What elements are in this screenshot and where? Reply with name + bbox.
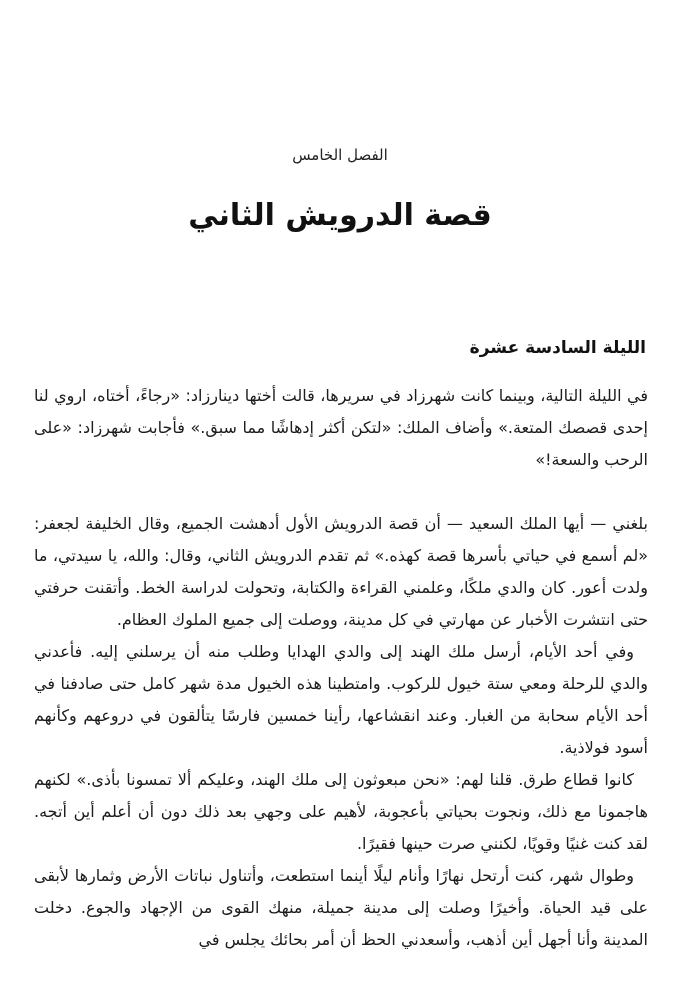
story-paragraph: كانوا قطاع طرق. قلنا لهم: «نحن مبعوثون إلى ملك الهند، وعليكم ألا تمسونا بأذى.» لكنهم هاجمونا مع ذلك، ونجوت بحياتي بأعجوبة، لأهيم على وجهي بعد ذلك دون أن أعلم أين أتجه. لقد كنت غنيًا وقويًا، لكنني صرت حينها فقيرًا. <box>34 770 648 853</box>
night-heading: الليلة السادسة عشرة <box>469 338 646 358</box>
intro-paragraph: في الليلة التالية، وبينما كانت شهرزاد في سريرها، قالت أختها دينارزاد: «رجاءً، أختاه، اروي لنا إحدى قصصك المتعة.» وأضاف الملك: «لتكن أكثر إدهاشًا مما سبق.» فأجابت شهرزاد: «على الرحب والسعة!» <box>34 386 648 469</box>
story-paragraph: بلغني — أيها الملك السعيد — أن قصة الدرويش الأول أدهشت الجميع، وقال الخليفة لجعفر: «لم أسمع في حياتي بأسرها قصة كهذه.» ثم تقدم الدرويش الثاني، وقال: والله، يا سيدتي، ما ولدت أعور. كان والدي ملكًا، وعلمني القراءة والكتابة، وتحولت لدراسة الخط. وأتقنت حرفتي حتى انتشرت الأخبار عن مهارتي في كل مدينة، ووصلت إلى جميع الملوك العظام. <box>34 514 648 629</box>
story-title: قصة الدرويش الثاني <box>188 198 492 233</box>
intro-text-block <box>34 380 648 476</box>
story-text-block <box>34 508 648 956</box>
chapter-label: الفصل الخامس <box>292 146 388 164</box>
story-paragraph: وطوال شهر، كنت أرتحل نهارًا وأنام ليلًا أينما استطعت، وأتناول نباتات الأرض وثمارها لأبقى على قيد الحياة. وأخيرًا وصلت إلى مدينة جميلة، منهك القوى من الإجهاد والجوع. دخلت المدينة وأنا أجهل أين أذهب، وأسعدني الحظ أن أمر بحائك يجلس في <box>34 866 648 949</box>
story-paragraph: وفي أحد الأيام، أرسل ملك الهند إلى والدي الهدايا وطلب منه أن يرسلني إليه. فأعدني والدي للرحلة ومعي ستة خيول للركوب. وامتطينا هذه الخيول مدة شهر كامل حتى صادفنا في أحد الأيام سحابة من الغبار. وعند انقشاعها، رأينا خمسين فارسًا يتألقون في دروعهم وكأنهم أسود فولاذية. <box>34 642 648 757</box>
